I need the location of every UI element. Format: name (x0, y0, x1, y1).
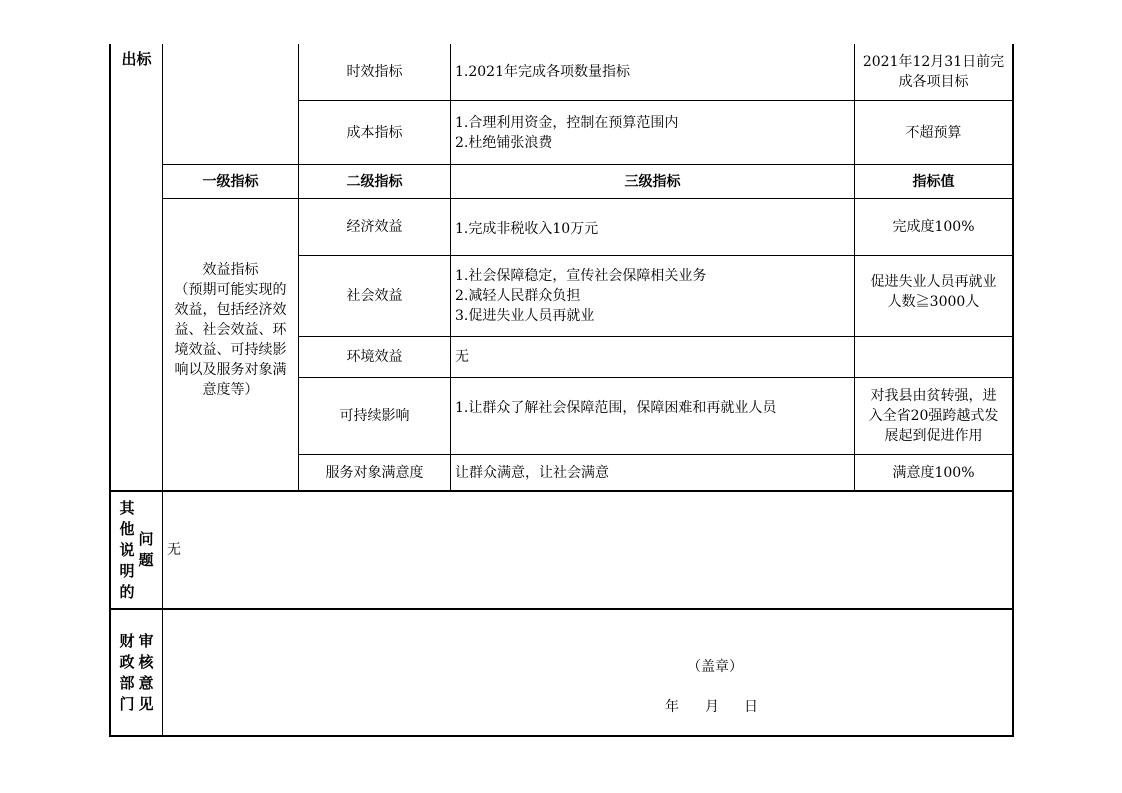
social-level2: 社会效益 (346, 288, 403, 304)
social-value: 促进失业人员再就业 人数≧3000人 (870, 274, 997, 310)
header-level2: 二级指标 (346, 173, 403, 190)
header-value: 指标值 (912, 173, 955, 190)
header-level1: 一级指标 (202, 173, 259, 190)
economic-level3: 1.完成非税收入10万元 (455, 221, 599, 237)
environmental-level2: 环境效益 (346, 349, 403, 365)
sustainability-level2: 可持续影响 (339, 408, 410, 424)
finance-review-label (111, 610, 162, 735)
satisfaction-value: 满意度100% (892, 464, 975, 481)
other-notes-label-col1: 其 他 说 明 的 (119, 498, 135, 601)
other-notes-content: 无 (167, 542, 181, 558)
finance-review-label-col1: 财 政 部 门 (119, 631, 135, 713)
timeliness-value: 2021年12月31日前完 成各项目标 (862, 54, 1005, 90)
date-month: 月 (705, 699, 719, 715)
timeliness-level2: 时效指标 (346, 64, 403, 80)
satisfaction-level3: 让群众满意，让社会满意 (455, 464, 609, 481)
sustainability-value: 对我县由贫转强，进 入全省20强跨越式发 展起到促进作用 (868, 388, 999, 444)
seal-placeholder: （盖章） (687, 659, 743, 675)
environmental-value (855, 337, 1012, 377)
date-year: 年 (665, 699, 679, 715)
other-notes-label-col2: 问 题 (138, 530, 154, 569)
date-day: 日 (744, 699, 758, 715)
timeliness-level3: 1.2021年完成各项数量指标 (455, 64, 630, 80)
cost-level2: 成本指标 (346, 124, 403, 141)
sustainability-level3: 1.让群众了解社会保障范围，保障困难和再就业人员 (455, 400, 777, 416)
finance-review-label-col2: 审 核 意 见 (138, 631, 154, 713)
other-notes-label (111, 492, 162, 608)
header-level3: 三级指标 (624, 173, 681, 190)
economic-level2: 经济效益 (346, 219, 403, 235)
cost-level3: 1.合理利用资金，控制在预算范围内 2.杜绝铺张浪费 (455, 114, 679, 151)
economic-value: 完成度100% (892, 219, 975, 235)
satisfaction-level2: 服务对象满意度 (325, 464, 424, 481)
cost-value: 不超预算 (905, 124, 962, 141)
benefit-level1-label: 效益指标 （预期可能实现的 效益，包括经济效 益、社会效益、环 境效益、可持续影 响以及服务对象满 意度等） (174, 261, 287, 398)
social-level3: 1.社会保障稳定，宣传社会保障相关业务 2.减轻人民群众负担 3.促进失业人员再就业 (455, 268, 707, 324)
output-indicator-side-label: 出标 (121, 49, 152, 68)
environmental-level3: 无 (455, 349, 469, 365)
